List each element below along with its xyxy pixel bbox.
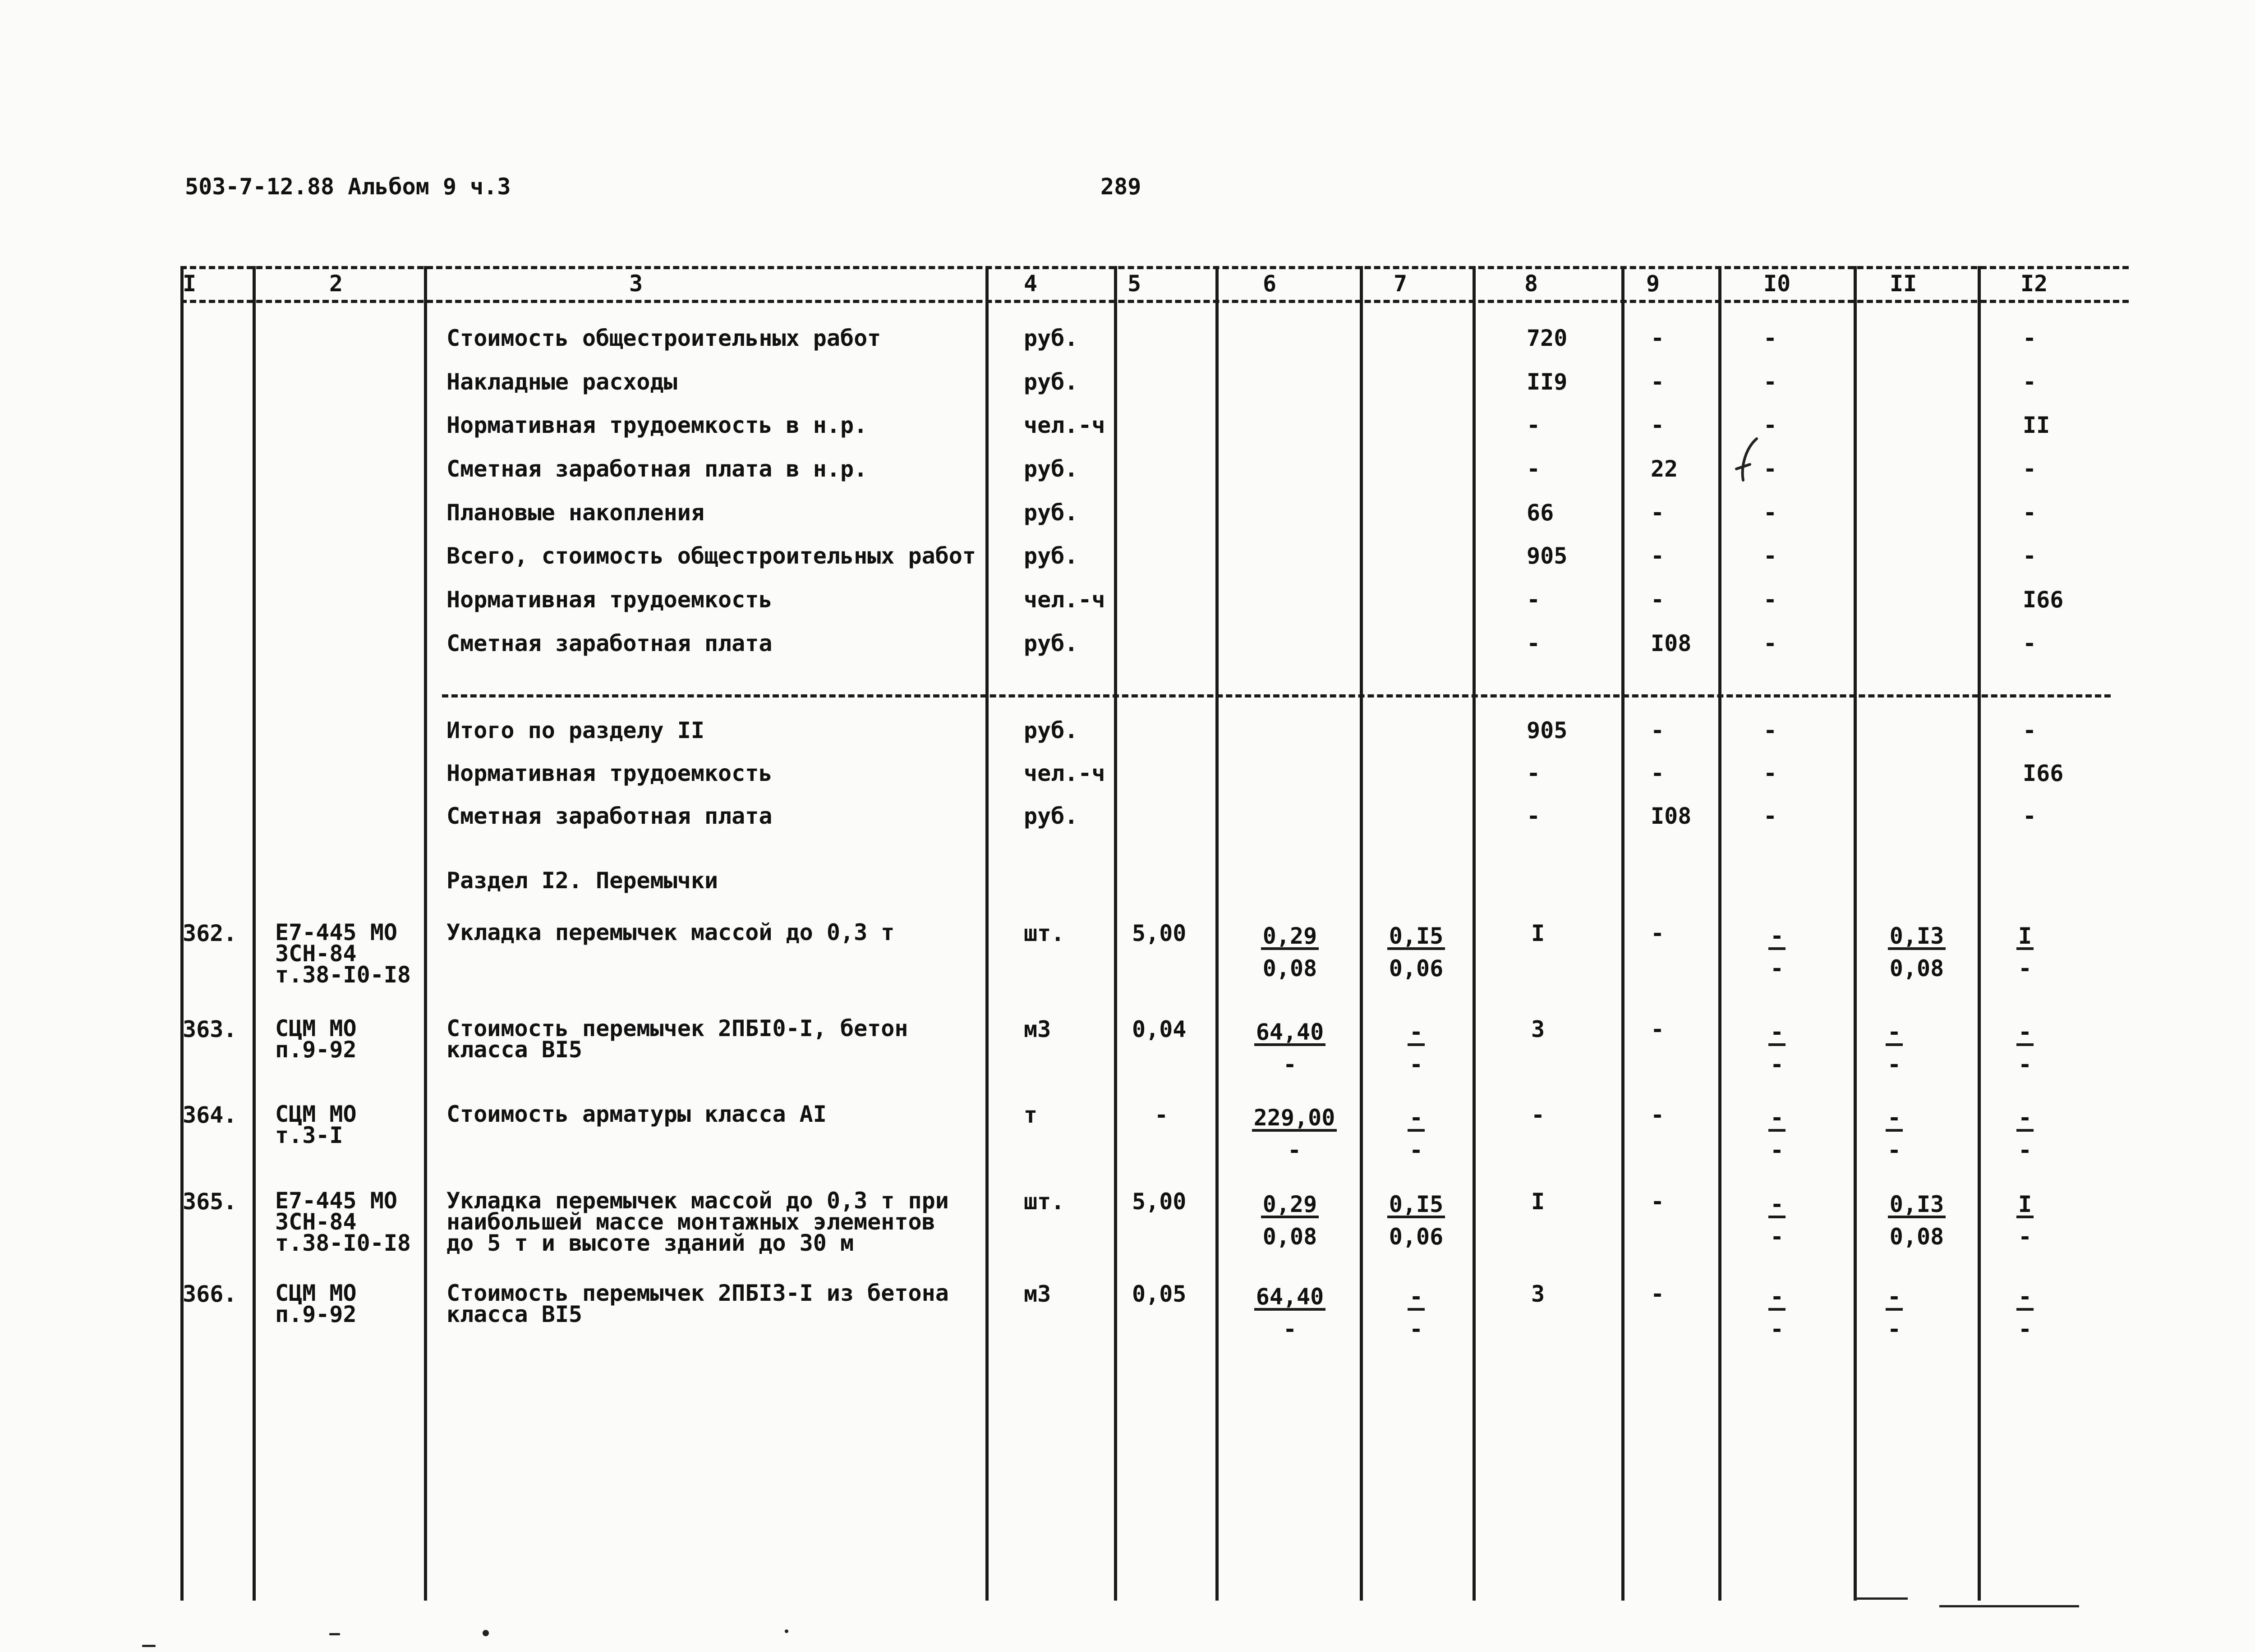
row-description: Нормативная трудоемкость: [446, 760, 773, 786]
row-col8: 66: [1527, 500, 1554, 526]
scan-speck: [142, 1645, 156, 1647]
item-description: Стоимость арматуры класса АI: [446, 1101, 827, 1127]
row-col9: -: [1651, 412, 1665, 438]
row-col12: -: [2023, 456, 2037, 482]
item-col10: [1750, 1280, 1804, 1345]
scan-speck: [483, 1630, 489, 1636]
col10-bottom: -: [1770, 1316, 1784, 1342]
header-top-rule: [180, 266, 2129, 269]
col7-top: -: [1408, 1021, 1425, 1046]
row-col9: I08: [1651, 803, 1692, 829]
col-border: [985, 266, 989, 1601]
row-col8: -: [1527, 412, 1541, 438]
col10-top: -: [1768, 1106, 1786, 1132]
bottom-rule: [1854, 1597, 1908, 1600]
col12-bottom: -: [2018, 1316, 2032, 1342]
item-col12: [1993, 920, 2057, 985]
column-number: I: [183, 271, 197, 297]
row-col10: -: [1763, 587, 1777, 613]
row-col12: I66: [2023, 587, 2064, 613]
item-quantity: 0,05: [1132, 1281, 1187, 1307]
row-col9: -: [1651, 760, 1665, 786]
row-unit: руб.: [1024, 325, 1078, 351]
row-col12: I66: [2023, 760, 2064, 786]
item-col6: [1236, 1016, 1344, 1081]
item-reference: Е7-445 МО ЗСН-84 т.38-I0-I8: [275, 919, 411, 988]
row-col9: -: [1651, 543, 1665, 569]
row-description: Сметная заработная плата: [446, 803, 773, 829]
row-col10: -: [1763, 543, 1777, 569]
column-number: 4: [1024, 271, 1038, 297]
column-number: 6: [1263, 271, 1277, 297]
section-title: Раздел I2. Перемычки: [446, 867, 718, 894]
col-border: [1718, 266, 1721, 1601]
item-col7: [1371, 920, 1461, 985]
col11-top: 0,I3: [1888, 925, 1946, 950]
row-col8: -: [1527, 587, 1541, 613]
col7-top: 0,I5: [1387, 925, 1445, 950]
column-number: I0: [1763, 271, 1791, 297]
col7-top: -: [1408, 1285, 1425, 1311]
col7-bottom: 0,06: [1389, 955, 1444, 982]
item-reference: СЦМ МО п.9-92: [275, 1280, 357, 1327]
row-col12: -: [2023, 325, 2037, 351]
item-col7: [1371, 1101, 1461, 1166]
header-bottom-rule: [180, 300, 2129, 303]
row-col9: -: [1651, 325, 1665, 351]
bottom-rule: [1939, 1605, 2079, 1607]
column-number: 2: [329, 271, 343, 297]
item-col10: [1750, 920, 1804, 985]
item-col8: 3: [1531, 1281, 1545, 1307]
item-col11: [1867, 1101, 1921, 1166]
row-col10: -: [1763, 500, 1777, 526]
row-col10: -: [1763, 456, 1777, 482]
row-col10: -: [1763, 630, 1777, 656]
row-col9: -: [1651, 717, 1665, 743]
item-col7: [1371, 1016, 1461, 1081]
row-col12: -: [2023, 717, 2037, 743]
col-border: [1621, 266, 1625, 1601]
item-reference: Е7-445 МО ЗСН-84 т.38-I0-I8: [275, 1188, 411, 1256]
column-number: 8: [1524, 271, 1538, 297]
row-description: Сметная заработная плата в н.р.: [446, 456, 868, 482]
col11-bottom: -: [1887, 1051, 1901, 1078]
row-col10: -: [1763, 717, 1777, 743]
col6-bottom: 0,08: [1262, 955, 1317, 982]
col11-top: -: [1886, 1021, 1903, 1046]
row-description: Нормативная трудоемкость в н.р.: [446, 412, 868, 438]
col12-top: I: [2016, 925, 2034, 950]
item-unit: т: [1024, 1102, 1038, 1128]
row-unit: руб.: [1024, 630, 1078, 656]
item-unit: шт.: [1024, 920, 1065, 946]
col10-top: -: [1768, 1193, 1786, 1218]
row-unit: руб.: [1024, 456, 1078, 482]
col11-bottom: -: [1887, 1137, 1901, 1163]
col-border: [1114, 266, 1117, 1601]
row-col12: II: [2023, 412, 2050, 438]
col-border: [1978, 266, 1981, 1601]
item-col12: [1993, 1188, 2057, 1253]
row-description: Стоимость общестроительных работ: [446, 325, 881, 351]
col10-bottom: -: [1770, 1137, 1784, 1163]
item-col11: [1867, 920, 1966, 985]
col7-bottom: -: [1409, 1137, 1423, 1163]
row-col12: -: [2023, 543, 2037, 569]
item-description: Стоимость перемычек 2ПБI3-I из бетона класса ВI5: [446, 1280, 949, 1327]
row-col10: -: [1763, 803, 1777, 829]
row-col8: 905: [1527, 543, 1568, 569]
item-unit: м3: [1024, 1016, 1051, 1042]
row-col10: -: [1763, 412, 1777, 438]
col12-bottom: -: [2018, 1224, 2032, 1250]
row-description: Итого по разделу II: [446, 717, 704, 743]
col-border: [424, 266, 427, 1601]
item-number: 362.: [183, 920, 237, 946]
item-number: 366.: [183, 1281, 237, 1307]
item-description: Стоимость перемычек 2ПБI0-I, бетон класса ВI5: [446, 1015, 908, 1063]
row-unit: руб.: [1024, 543, 1078, 569]
row-col8: -: [1527, 630, 1541, 656]
col10-top: -: [1768, 1285, 1786, 1311]
col7-top: 0,I5: [1387, 1193, 1445, 1218]
row-col8: 720: [1527, 325, 1568, 351]
col6-bottom: 0,08: [1262, 1224, 1317, 1250]
col10-bottom: -: [1770, 955, 1784, 982]
row-col9: -: [1651, 500, 1665, 526]
row-col8: -: [1527, 760, 1541, 786]
row-description: Плановые накопления: [446, 500, 704, 526]
col12-top: -: [2016, 1106, 2034, 1132]
row-unit: чел.-ч: [1024, 412, 1105, 438]
item-quantity: 0,04: [1132, 1016, 1187, 1042]
column-number: 7: [1394, 271, 1408, 297]
col12-bottom: -: [2018, 1137, 2032, 1163]
row-unit: чел.-ч: [1024, 587, 1105, 613]
row-col8: -: [1527, 456, 1541, 482]
row-col8: -: [1527, 803, 1541, 829]
item-col9: -: [1651, 1281, 1665, 1307]
column-number: II: [1890, 271, 1917, 297]
row-col9: I08: [1651, 630, 1692, 656]
item-col10: [1750, 1101, 1804, 1166]
item-col6: [1236, 1188, 1344, 1253]
col6-bottom: -: [1283, 1051, 1297, 1078]
page-number: 289: [1100, 174, 1141, 200]
item-description: Укладка перемычек массой до 0,3 т: [446, 919, 895, 945]
column-number: 3: [629, 271, 643, 297]
item-number: 365.: [183, 1189, 237, 1215]
col6-top: 64,40: [1254, 1021, 1326, 1046]
handwritten-mark: [1732, 435, 1772, 489]
col7-top: -: [1408, 1106, 1425, 1132]
column-number: I2: [2020, 271, 2048, 297]
row-col12: -: [2023, 803, 2037, 829]
column-number: 5: [1128, 271, 1141, 297]
col11-top: -: [1886, 1285, 1903, 1311]
item-quantity: -: [1155, 1102, 1169, 1128]
row-col12: -: [2023, 369, 2037, 395]
row-col9: 22: [1651, 456, 1678, 482]
item-quantity: 5,00: [1132, 920, 1187, 946]
col7-bottom: -: [1409, 1316, 1423, 1342]
row-col9: -: [1651, 587, 1665, 613]
subtotal-rule: [442, 694, 2111, 698]
row-unit: чел.-ч: [1024, 760, 1105, 786]
row-col12: -: [2023, 630, 2037, 656]
col12-top: -: [2016, 1021, 2034, 1046]
row-col12: -: [2023, 500, 2037, 526]
col7-bottom: -: [1409, 1051, 1423, 1078]
col10-bottom: -: [1770, 1051, 1784, 1078]
col-border: [1215, 266, 1219, 1601]
col6-top: 0,29: [1261, 1193, 1319, 1218]
col6-bottom: -: [1287, 1137, 1302, 1163]
col7-bottom: 0,06: [1389, 1224, 1444, 1250]
col11-top: -: [1886, 1106, 1903, 1132]
item-col11: [1867, 1188, 1966, 1253]
col-border: [1473, 266, 1476, 1601]
row-unit: руб.: [1024, 369, 1078, 395]
row-description: Всего, стоимость общестроительных работ: [446, 543, 976, 569]
row-unit: руб.: [1024, 803, 1078, 829]
row-description: Сметная заработная плата: [446, 630, 773, 656]
col6-top: 229,00: [1252, 1106, 1337, 1132]
item-col8: -: [1531, 1102, 1545, 1128]
item-col12: [1993, 1280, 2057, 1345]
col11-bottom: 0,08: [1889, 1224, 1944, 1250]
document-code: 503-7-12.88 Альбом 9 ч.3: [185, 174, 511, 200]
item-col10: [1750, 1016, 1804, 1081]
col12-top: -: [2016, 1285, 2034, 1311]
item-col7: [1371, 1280, 1461, 1345]
row-col8: 905: [1527, 717, 1568, 743]
item-col8: 3: [1531, 1016, 1545, 1042]
row-description: Накладные расходы: [446, 369, 677, 395]
item-col10: [1750, 1188, 1804, 1253]
col12-bottom: -: [2018, 1051, 2032, 1078]
item-col9: -: [1651, 1189, 1665, 1215]
item-unit: шт.: [1024, 1189, 1065, 1215]
scan-speck: [329, 1633, 340, 1635]
row-col8: II9: [1527, 369, 1568, 395]
item-col6: [1236, 920, 1344, 985]
col6-bottom: -: [1283, 1316, 1297, 1342]
row-unit: руб.: [1024, 500, 1078, 526]
col11-bottom: 0,08: [1889, 955, 1944, 982]
item-reference: СЦМ МО п.9-92: [275, 1015, 357, 1063]
row-col10: -: [1763, 760, 1777, 786]
item-col12: [1993, 1016, 2057, 1081]
column-number: 9: [1646, 271, 1660, 297]
col12-top: I: [2016, 1193, 2034, 1218]
col10-bottom: -: [1770, 1224, 1784, 1250]
item-col9: -: [1651, 1016, 1665, 1042]
item-number: 363.: [183, 1016, 237, 1042]
item-col8: I: [1531, 920, 1545, 946]
item-unit: м3: [1024, 1281, 1051, 1307]
item-col8: I: [1531, 1189, 1545, 1215]
item-col9: -: [1651, 1102, 1665, 1128]
col6-top: 64,40: [1254, 1285, 1326, 1311]
col10-top: -: [1768, 1021, 1786, 1046]
item-quantity: 5,00: [1132, 1189, 1187, 1215]
row-unit: руб.: [1024, 717, 1078, 743]
col-border: [1854, 266, 1857, 1601]
col-border: [253, 266, 256, 1601]
item-col6: [1236, 1280, 1344, 1345]
item-col11: [1867, 1016, 1921, 1081]
item-description: Укладка перемычек массой до 0,3 т при наибольшей массе монтажных элементов до 5 т и высоте зданий до 30 м: [446, 1188, 949, 1256]
scan-speck: [785, 1629, 788, 1633]
item-number: 364.: [183, 1102, 237, 1128]
item-reference: СЦМ МО т.3-I: [275, 1101, 357, 1148]
row-col10: -: [1763, 369, 1777, 395]
item-col9: -: [1651, 920, 1665, 946]
item-col12: [1993, 1101, 2057, 1166]
item-col7: [1371, 1188, 1461, 1253]
row-col9: -: [1651, 369, 1665, 395]
col10-top: -: [1768, 925, 1786, 950]
col12-bottom: -: [2018, 955, 2032, 982]
col11-bottom: -: [1887, 1316, 1901, 1342]
row-description: Нормативная трудоемкость: [446, 587, 773, 613]
item-col11: [1867, 1280, 1921, 1345]
row-col10: -: [1763, 325, 1777, 351]
col6-top: 0,29: [1261, 925, 1319, 950]
col11-top: 0,I3: [1888, 1193, 1946, 1218]
item-col6: [1236, 1101, 1353, 1166]
col-border: [1360, 266, 1363, 1601]
